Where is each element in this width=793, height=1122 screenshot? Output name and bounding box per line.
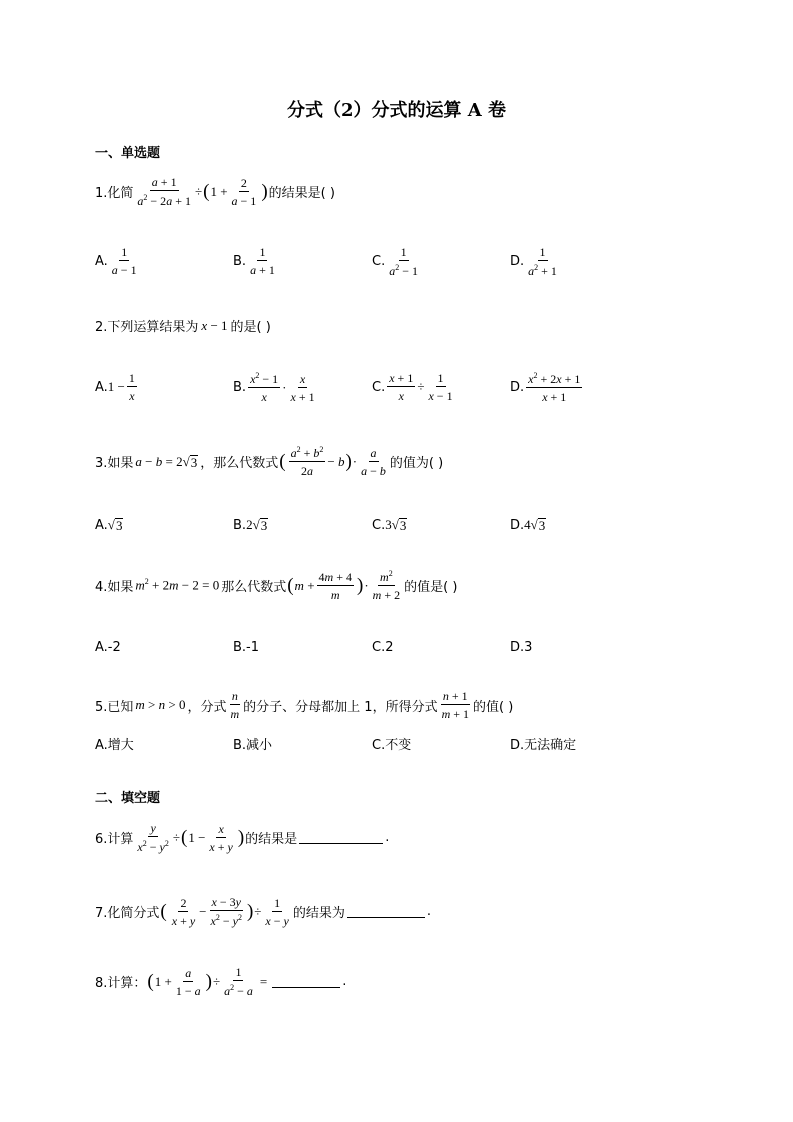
q1-option-a[interactable]: A. $\frac{1}{a - 1}$ — [95, 245, 137, 277]
answer-blank-7[interactable] — [347, 905, 425, 918]
question-5: 5.已知 m > n > 0 ，分式 $\frac{n}{m}$ 的分子、分母都加上 1，所得分式 $\frac{n + 1}{m + 1}$ 的值( ) — [95, 689, 514, 721]
q4-option-d[interactable]: D.3 — [510, 640, 533, 655]
q3-option-a[interactable]: A. √ 3 — [95, 517, 123, 534]
q4-option-b[interactable]: B.-1 — [233, 640, 260, 655]
question-7: 7.化简分式 ( $\frac{2}{x + y}$ − $\frac{x - 3y}{x^2 - y^2}$ ) ÷ $\frac{1}{x - y}$ 的结果为 . — [95, 895, 432, 928]
answer-blank-8[interactable] — [272, 975, 340, 988]
q2-option-d[interactable]: D. $\frac{x^2 + 2x + 1}{x + 1}$ — [510, 371, 581, 404]
q1-option-b[interactable]: B. $\frac{1}{a + 1}$ — [233, 245, 275, 277]
q4-option-a[interactable]: A.-2 — [95, 640, 121, 655]
q1-fraction-inner: $\frac{2}{a - 1}$ — [231, 175, 257, 208]
q5-option-b[interactable]: B.减小 — [233, 738, 273, 753]
q5-option-c[interactable]: C.不变 — [372, 738, 412, 753]
question-4: 4.如果 $m^2 + 2m - 2 = 0$ 那么代数式 ( m + $\frac{4m + 4}{m}$ ) · $\frac{m^2}{m + 2}$ 的值是( ) — [95, 569, 458, 602]
q3-option-d[interactable]: D. 4 √ 3 — [510, 517, 546, 534]
question-8: 8.计算： ( 1 + $\frac{a}{1 - a}$ ) ÷ $\frac{1}{a^2 - a}$ = . — [95, 965, 347, 998]
question-2: 2.下列运算结果为 x − 1 的是( ) — [95, 317, 271, 335]
q3-option-b[interactable]: B. 2 √ 3 — [233, 517, 268, 534]
q1-fraction-main: $\frac{a + 1}{a^2 - 2a + 1}$ — [137, 175, 191, 208]
q5-option-d[interactable]: D.无法确定 — [510, 738, 577, 753]
page-title: 分式（2）分式的运算 A 卷 — [286, 100, 507, 121]
q5-option-a[interactable]: A.增大 — [95, 738, 134, 753]
q1-option-d[interactable]: D. $\frac{1}{a^2 + 1}$ — [510, 245, 557, 278]
question-1: 1.化简 $\frac{a + 1}{a^2 - 2a + 1}$ ÷ ( 1 + $\frac{2}{a - 1}$ ) 的结果是( ) — [95, 175, 335, 208]
q1-option-c[interactable]: C. $\frac{1}{a^2 - 1}$ — [372, 245, 418, 278]
question-6: 6.计算 $\frac{y}{x^2 - y^2}$ ÷ ( 1 − $\frac{x}{x + y}$ ) 的结果是 . — [95, 821, 390, 854]
answer-blank-6[interactable] — [299, 831, 383, 844]
q4-option-c[interactable]: C.2 — [372, 640, 394, 655]
question-1-prefix: 1.化简 — [95, 186, 134, 201]
question-3: 3.如果 a − b = 2 √ 3 ，那么代数式 ( $\frac{a^2 + b^2}{2a}$ − b ) · $\frac{a}{a - b}$ 的值为( ) — [95, 445, 444, 478]
section-single-choice: 一、单选题 — [95, 146, 161, 161]
q2-option-b[interactable]: B. $\frac{x^2 - 1}{x}$ · $\frac{x}{x + 1}$ — [233, 371, 315, 404]
q3-option-c[interactable]: C. 3 √ 3 — [372, 517, 407, 534]
question-1-suffix: 的结果是( ) — [268, 186, 335, 201]
section-fill-blank: 二、填空题 — [95, 791, 161, 806]
q2-option-c[interactable]: C. $\frac{x + 1}{x}$ ÷ $\frac{1}{x - 1}$ — [372, 371, 453, 403]
q2-option-a[interactable]: A. 1 − $\frac{1}{x}$ — [95, 371, 135, 403]
